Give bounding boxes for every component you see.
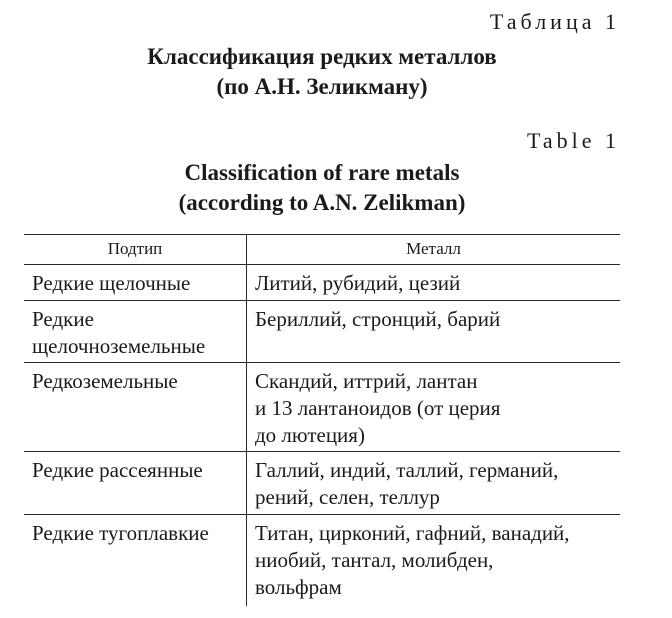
column-divider <box>246 234 247 606</box>
cell-line: Титан, цирконий, гафний, ванадий, <box>255 521 570 545</box>
rare-metals-table <box>24 234 620 606</box>
table-title-ru-line1: Классификация редких металлов <box>147 44 497 69</box>
cell-line: ниобий, тантал, молибден, <box>255 548 494 572</box>
row-rule <box>24 451 620 452</box>
cell-line: Бериллий, стронций, барий <box>255 307 501 331</box>
cell-line: вольфрам <box>255 575 342 599</box>
cell-line: Галлий, индий, таллий, германий, <box>255 458 559 482</box>
cell-line: щелочноземельные <box>32 334 206 358</box>
header-rule <box>24 264 620 265</box>
cell-line: до лютеция) <box>255 423 365 447</box>
table-title-ru <box>0 42 644 102</box>
cell-line: Редкие рассеянные <box>32 458 203 482</box>
row-3-metals <box>255 368 500 449</box>
cell-line: Редкие тугоплавкие <box>32 521 209 545</box>
cell-line: Редкоземельные <box>32 369 178 393</box>
row-2-subtype <box>32 306 205 360</box>
row-3-subtype <box>32 368 178 395</box>
row-2-metals <box>255 306 500 333</box>
table-title-en-line2: (according to A.N. Zelikman) <box>178 190 466 215</box>
row-4-subtype <box>32 457 203 484</box>
cell-line: и 13 лантаноидов (от церия <box>255 396 501 420</box>
table-title-ru-line2: (по А.Н. Зеликману) <box>216 74 428 99</box>
row-1-metals <box>255 270 460 297</box>
cell-line: Литий, рубидий, цезий <box>255 271 461 295</box>
row-4-metals <box>255 457 558 511</box>
row-5-metals <box>255 520 570 601</box>
table-number-en: Table 1 <box>526 128 620 153</box>
cell-line: Редкие щелочные <box>32 271 191 295</box>
table-number-ru: Таблица 1 <box>489 9 620 34</box>
header-subtype: Подтип <box>107 239 163 258</box>
row-rule <box>24 300 620 301</box>
cell-line: Скандий, иттрий, лантан <box>255 369 478 393</box>
row-5-subtype <box>32 520 209 547</box>
row-1-subtype <box>32 270 190 297</box>
table-title-en <box>0 158 644 218</box>
table-title-en-line1: Classification of rare metals <box>184 160 460 185</box>
cell-line: рений, селен, теллур <box>255 485 440 509</box>
header-metal: Металл <box>406 239 461 258</box>
row-rule <box>24 362 620 363</box>
cell-line: Редкие <box>32 307 94 331</box>
row-rule <box>24 514 620 515</box>
